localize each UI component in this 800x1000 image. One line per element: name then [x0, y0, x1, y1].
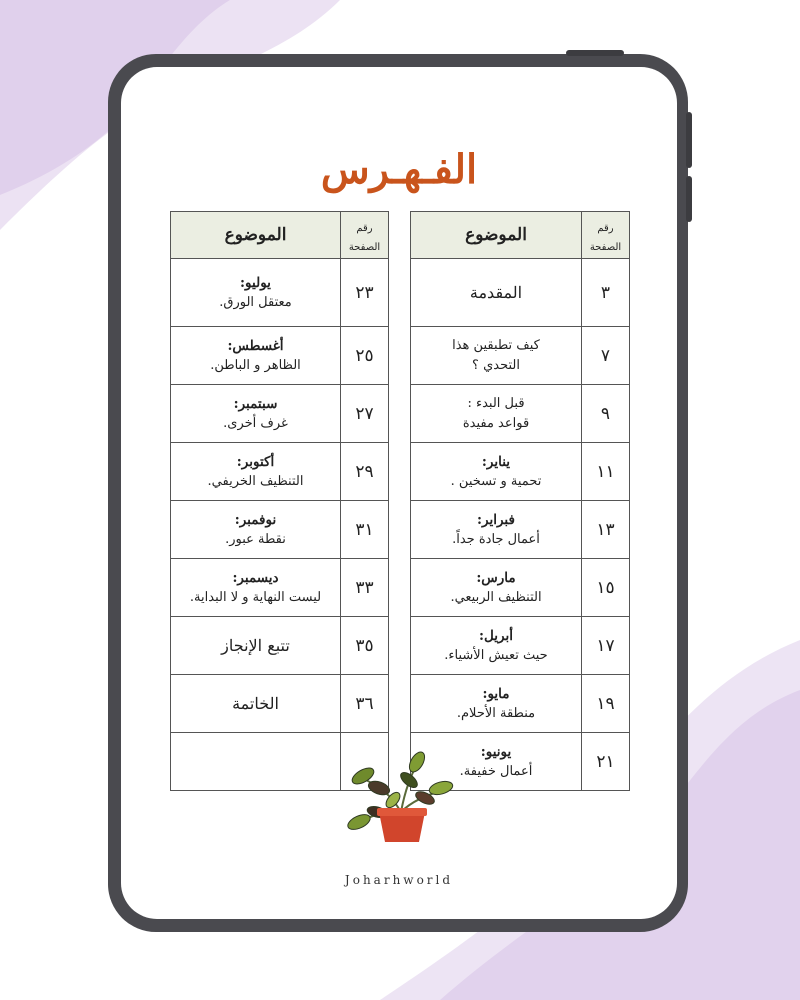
tablet-power-button	[566, 50, 624, 56]
page-number: ٢٧	[341, 385, 389, 443]
topic-title	[171, 733, 341, 791]
page-number: ١٥	[582, 559, 630, 617]
chapter-title: معتقل الورق.	[219, 294, 292, 310]
table-row	[171, 327, 389, 385]
tablet-volume-down-button	[686, 176, 692, 222]
page-number: ٣٦	[341, 675, 389, 733]
topic-line: قواعد مفيدة	[462, 415, 530, 431]
month-name: يونيو:	[480, 743, 512, 760]
month-name: سبتمبر:	[233, 395, 278, 412]
footer-brand: Joharhworld	[344, 873, 454, 887]
header-page-number-line1: رقم	[597, 223, 614, 234]
month-name: أكتوبر:	[236, 453, 275, 470]
table-header-row	[171, 212, 389, 259]
header-page-number	[341, 212, 389, 259]
topic-cell	[411, 675, 582, 733]
page-number: ١٩	[582, 675, 630, 733]
topic-cell	[411, 559, 582, 617]
chapter-title: أعمال خفيفة.	[459, 763, 533, 779]
toc-table-right	[410, 211, 630, 791]
month-name: يناير:	[481, 453, 511, 470]
page-number: ٢٣	[341, 259, 389, 327]
month-name: ديسمبر:	[232, 569, 279, 586]
page-number: ١٧	[582, 617, 630, 675]
table-row	[171, 617, 389, 675]
table-row	[171, 501, 389, 559]
table-row	[411, 617, 630, 675]
page-number: ٣	[582, 259, 630, 327]
month-name: فبراير:	[477, 511, 515, 528]
month-name: أبريل:	[479, 627, 513, 644]
topic-cell	[171, 259, 341, 327]
chapter-title: ليست النهاية و لا البداية.	[189, 589, 322, 605]
header-page-number-line1: رقم	[356, 223, 373, 234]
page-title: الفـهـرس	[320, 146, 478, 193]
table-row	[171, 559, 389, 617]
topic-title: الخاتمة	[171, 675, 341, 733]
topic-cell	[171, 385, 341, 443]
page-number: ١٣	[582, 501, 630, 559]
table-row	[171, 675, 389, 733]
topic-line: كيف تطبقين هذا	[452, 337, 540, 353]
topic-line: قبل البدء :	[467, 395, 525, 411]
tablet-volume-up-button	[686, 112, 692, 168]
header-page-number-line2: الصفحة	[348, 242, 381, 253]
page-number: ٣١	[341, 501, 389, 559]
tablet-screen	[121, 67, 677, 919]
topic-cell	[411, 385, 582, 443]
page-number: ٢٥	[341, 327, 389, 385]
page-number: ٣٣	[341, 559, 389, 617]
chapter-title: غرف أخرى.	[223, 415, 288, 431]
potted-plant-icon	[341, 750, 461, 850]
table-row	[411, 675, 630, 733]
page-number: ٢١	[582, 733, 630, 791]
topic-title: المقدمة	[411, 259, 582, 327]
topic-cell	[411, 501, 582, 559]
table-row	[171, 259, 389, 327]
topic-cell	[411, 443, 582, 501]
page-number: ٧	[582, 327, 630, 385]
header-page-number	[582, 212, 630, 259]
toc-table-left	[170, 211, 389, 791]
topic-cell	[411, 617, 582, 675]
month-name: أغسطس:	[227, 337, 284, 354]
header-page-number-line2: الصفحة	[589, 242, 622, 253]
table-header-row	[411, 212, 630, 259]
table-row	[411, 559, 630, 617]
page-number: ٩	[582, 385, 630, 443]
page-number: ٣٥	[341, 617, 389, 675]
chapter-title: تحمية و تسخين .	[450, 473, 542, 489]
chapter-title: حيث تعيش الأشياء.	[444, 647, 548, 663]
topic-cell	[171, 559, 341, 617]
table-row	[411, 327, 630, 385]
page-number: ١١	[582, 443, 630, 501]
table-row	[171, 443, 389, 501]
table-row	[411, 385, 630, 443]
topic-line: التحدي ؟	[472, 357, 520, 373]
chapter-title: منطقة الأحلام.	[456, 705, 536, 721]
chapter-title: الظاهر و الباطن.	[210, 357, 301, 373]
topic-cell	[171, 443, 341, 501]
chapter-title: أعمال جادة جداً.	[452, 531, 540, 547]
month-name: مايو:	[482, 685, 510, 702]
month-name: نوفمبر:	[234, 511, 277, 528]
page-number: ٢٩	[341, 443, 389, 501]
chapter-title: التنظيف الخريفي.	[207, 473, 304, 489]
topic-cell	[411, 327, 582, 385]
month-name: يوليو:	[240, 274, 271, 291]
header-topic: الموضوع	[171, 212, 341, 259]
table-row	[411, 259, 630, 327]
table-row	[171, 385, 389, 443]
header-topic: الموضوع	[411, 212, 582, 259]
topic-title: تتبع الإنجاز	[171, 617, 341, 675]
chapter-title: نقطة عبور.	[225, 531, 286, 547]
topic-cell	[171, 501, 341, 559]
table-row	[411, 443, 630, 501]
month-name: مارس:	[476, 569, 516, 586]
chapter-title: التنظيف الربيعي.	[450, 589, 542, 605]
topic-cell	[171, 327, 341, 385]
table-row	[411, 501, 630, 559]
